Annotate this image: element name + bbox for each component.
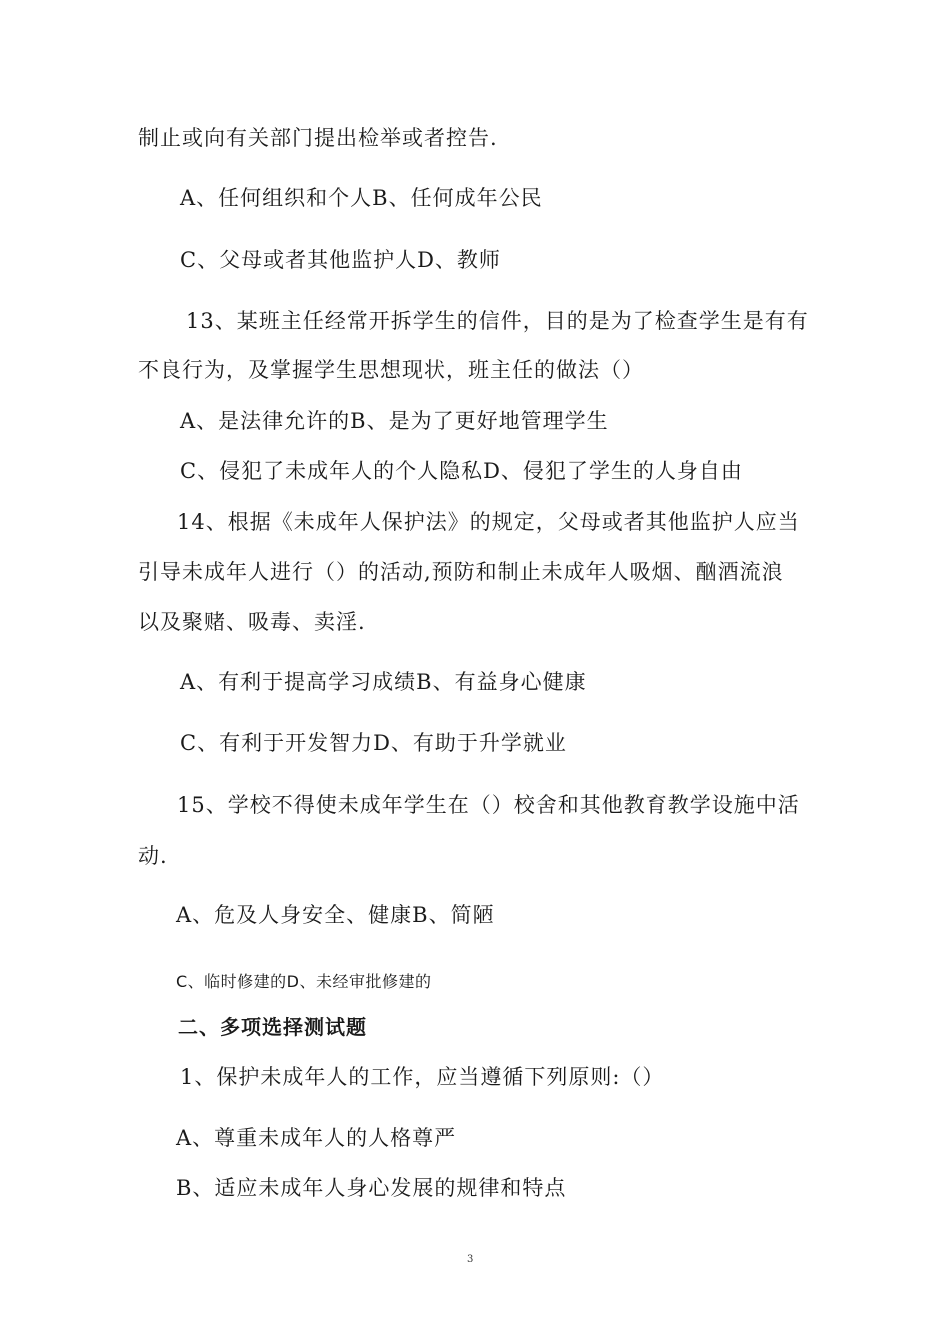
section-heading: 二、多项选择测试题 — [178, 1015, 367, 1039]
page-number: 3 — [467, 1254, 474, 1265]
q12-option-ab: A、任何组织和个人B、任何成年公民 — [180, 186, 543, 210]
mq1-option-b: B、适应未成年人身心发展的规律和特点 — [176, 1176, 567, 1200]
q14-question-line-2: 引导未成年人进行（）的活动,预防和制止未成年人吸烟、酗酒流浪 — [138, 560, 784, 584]
q13-question-line-1: 13、某班主任经常开拆学生的信件，目的是为了检查学生是有有 — [186, 309, 809, 333]
q14-question-line-3: 以及聚赌、吸毒、卖淫. — [138, 610, 366, 634]
q13-option-ab: A、是法律允许的B、是为了更好地管理学生 — [180, 409, 609, 433]
q14-option-cd: C、有利于开发智力D、有助于升学就业 — [180, 731, 567, 755]
mq1-question: 1、保护未成年人的工作，应当遵循下列原则:（） — [180, 1065, 665, 1089]
q14-option-ab: A、有利于提高学习成绩B、有益身心健康 — [180, 670, 587, 694]
q15-option-cd: C、临时修建的D、未经审批修建的 — [176, 972, 432, 991]
q15-option-ab: A、危及人身安全、健康B、简陋 — [176, 903, 495, 927]
q15-question-line-1: 15、学校不得使未成年学生在（）校舍和其他教育教学设施中活 — [177, 793, 800, 817]
q13-option-cd: C、侵犯了未成年人的个人隐私D、侵犯了学生的人身自由 — [180, 459, 743, 483]
text-line-1: 制止或向有关部门提出检举或者控告. — [138, 126, 498, 150]
q15-question-line-2: 动. — [138, 844, 168, 868]
mq1-option-a: A、尊重未成年人的人格尊严 — [176, 1126, 457, 1150]
q14-question-line-1: 14、根据《未成年人保护法》的规定，父母或者其他监护人应当 — [177, 510, 800, 534]
q13-question-line-2: 不良行为，及掌握学生思想现状，班主任的做法（） — [138, 358, 644, 382]
q12-option-cd: C、父母或者其他监护人D、教师 — [180, 248, 501, 272]
